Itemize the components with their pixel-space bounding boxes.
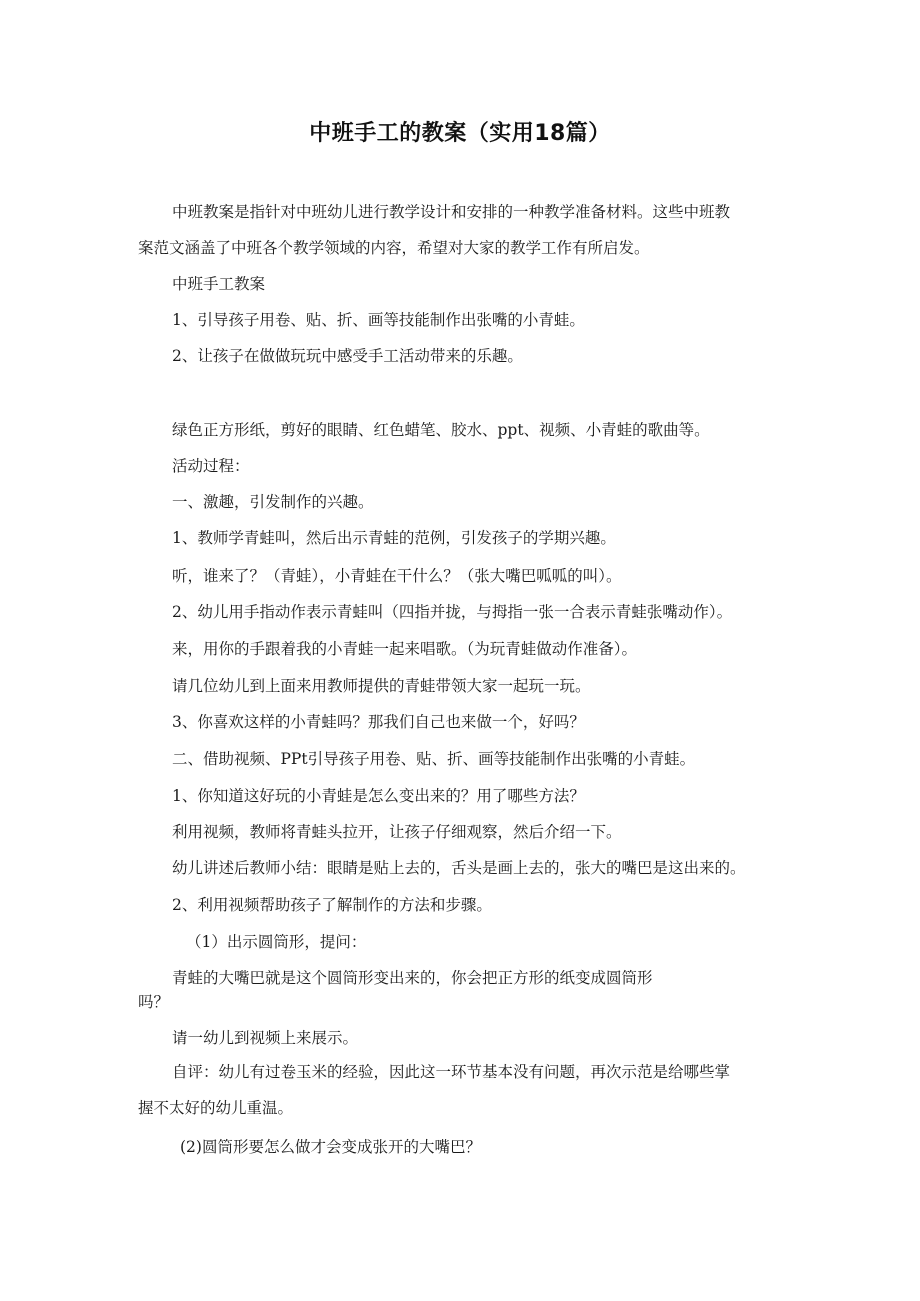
paragraph-line: 1、你知道这好玩的小青蛙是怎么变出来的？用了哪些方法？ (172, 787, 585, 805)
paragraph-line: 二、借助视频、PPt引导孩子用卷、贴、折、画等技能制作出张嘴的小青蛙。 (172, 750, 696, 768)
paragraph-line: 一、激趣，引发制作的兴趣。 (172, 493, 374, 511)
paragraph-line: 案范文涵盖了中班各个教学领域的内容，希望对大家的教学工作有所启发。 (138, 239, 650, 257)
paragraph-line: 幼儿讲述后教师小结：眼睛是贴上去的，舌头是画上去的，张大的嘴巴是这出来的。 (172, 859, 746, 877)
paragraph-line: (2)圆筒形要怎么做才会变成张开的大嘴巴？ (180, 1138, 481, 1156)
paragraph-line: 握不太好的幼儿重温。 (138, 1099, 294, 1117)
section-heading: 中班手工教案 (172, 275, 266, 293)
paragraph-line: 自评：幼儿有过卷玉米的经验，因此这一环节基本没有问题，再次示范是给哪些掌 (172, 1063, 731, 1081)
paragraph-line: 活动过程： (172, 457, 250, 475)
paragraph-line: 听，谁来了？（青蛙），小青蛙在干什么？（张大嘴巴呱呱的叫）。 (172, 567, 622, 585)
paragraph-line: 1、引导孩子用卷、贴、折、画等技能制作出张嘴的小青蛙。 (172, 311, 585, 329)
paragraph-line: 绿色正方形纸，剪好的眼睛、红色蜡笔、胶水、ppt、视频、小青蛙的歌曲等。 (172, 421, 710, 439)
paragraph-line: 中班教案是指针对中班幼儿进行教学设计和安排的一种教学准备材料。这些中班教 (172, 203, 731, 221)
paragraph-line: 1、教师学青蛙叫，然后出示青蛙的范例，引发孩子的学期兴趣。 (172, 529, 616, 547)
document-title: 中班手工的教案（实用18篇） (309, 121, 611, 146)
paragraph-line: 2、利用视频帮助孩子了解制作的方法和步骤。 (172, 896, 492, 914)
paragraph-line: 2、让孩子在做做玩玩中感受手工活动带来的乐趣。 (172, 347, 523, 365)
paragraph-line: 来，用你的手跟着我的小青蛙一起来唱歌。（为玩青蛙做动作准备）。 (172, 640, 638, 658)
paragraph-line: 利用视频，教师将青蛙头拉开，让孩子仔细观察，然后介绍一下。 (172, 823, 622, 841)
paragraph-line: 3、你喜欢这样的小青蛙吗？那我们自己也来做一个，好吗？ (172, 713, 585, 731)
paragraph-line: 吗？ (138, 993, 170, 1011)
paragraph-line: （1）出示圆筒形，提问： (186, 933, 367, 951)
paragraph-line: 2、幼儿用手指动作表示青蛙叫（四指并拢，与拇指一张一合表示青蛙张嘴动作）。 (172, 603, 733, 621)
paragraph-line: 青蛙的大嘴巴就是这个圆筒形变出来的，你会把正方形的纸变成圆筒形 (172, 969, 653, 987)
paragraph-line: 请几位幼儿到上面来用教师提供的青蛙带领大家一起玩一玩。 (172, 677, 591, 695)
paragraph-line: 请一幼儿到视频上来展示。 (172, 1029, 359, 1047)
